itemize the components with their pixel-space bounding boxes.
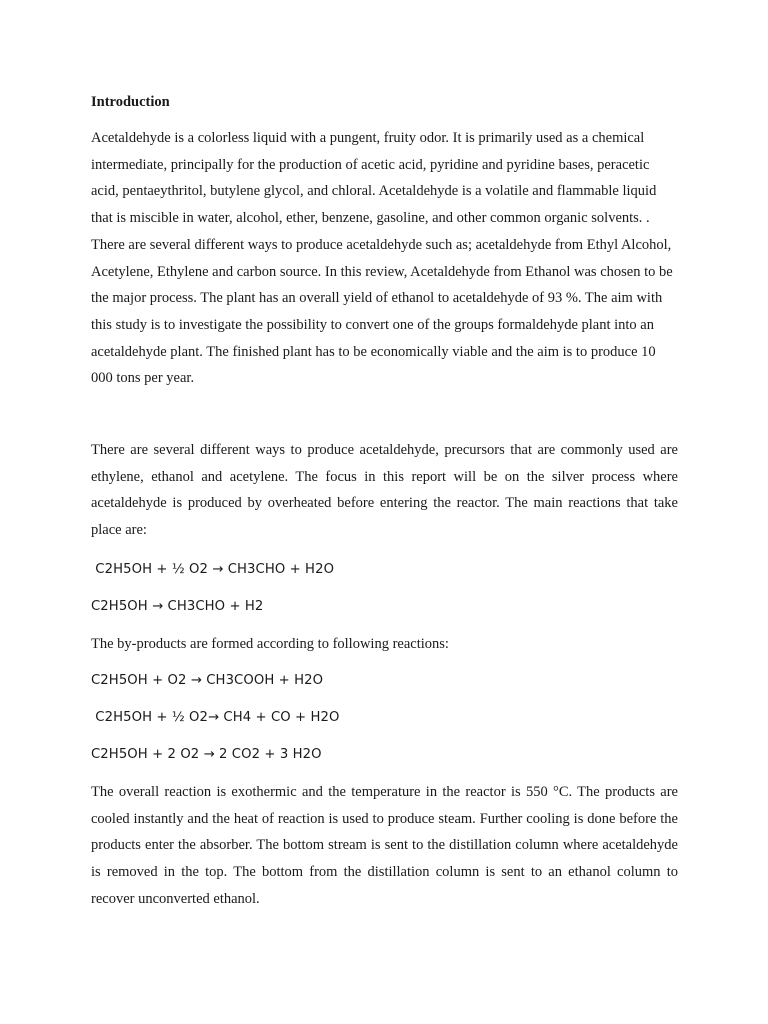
intro-paragraph: Acetaldehyde is a colorless liquid with a pungent, fruity odor. It is primarily used as a chemical intermediate, principally for the production of acetic acid, pyridine and pyridine bases, peracetic acid, pentaeythritol, butylene glycol, and chloral. Acetaldehyde is a volatile and flammable liquid that is miscible in water, alcohol, ether, benzene, gasoline, and other common organic solvents. . There are several different ways to produce acetaldehyde such as; acetaldehyde from Ethyl Alcohol, Acetylene, Ethylene and carbon source. In this review, Acetaldehyde from Ethanol was chosen to be the major process. The plant has an overall yield of ethanol to acetaldehyde of 93 %. The aim with this study is to investigate the possibility to convert one of the groups formaldehyde plant into an acetaldehyde plant. The finished plant has to be economically viable and the aim is to produce 10 000 tons per year.: [91, 130, 673, 387]
section-heading: Introduction: [91, 94, 170, 110]
document-body: [91, 89, 678, 912]
conclusion-paragraph: The overall reaction is exothermic and the temperature in the reactor is 550 °C. The products are cooled instantly and the heat of reaction is used to produce steam. Further cooling is done before the products enter the absorber. The bottom stream is sent to the distillation column where acetaldehyde is removed in the top. The bottom from the distillation column is sent to an ethanol column to recover unconverted ethanol.: [91, 783, 678, 907]
process-paragraph: There are several different ways to produce acetaldehyde, precursors that are commonly used are ethylene, ethanol and acetylene. The focus in this report will be on the silver process where acetaldehyde is produced by overheated before entering the reactor. The main reactions that take place are:: [91, 442, 678, 539]
main-reaction-2: C2H5OH → CH3CHO + H2: [91, 598, 264, 614]
byproduct-reaction-2: C2H5OH + ½ O2→ CH4 + CO + H2O: [91, 709, 340, 725]
byproduct-reaction-3: C2H5OH + 2 O2 → 2 CO2 + 3 H2O: [91, 746, 322, 762]
paragraph-spacer: [91, 392, 678, 437]
byproducts-intro: The by-products are formed according to following reactions:: [91, 635, 449, 652]
main-reaction-1: C2H5OH + ½ O2 → CH3CHO + H2O: [91, 561, 335, 577]
byproduct-reaction-1: C2H5OH + O2 → CH3COOH + H2O: [91, 672, 324, 688]
